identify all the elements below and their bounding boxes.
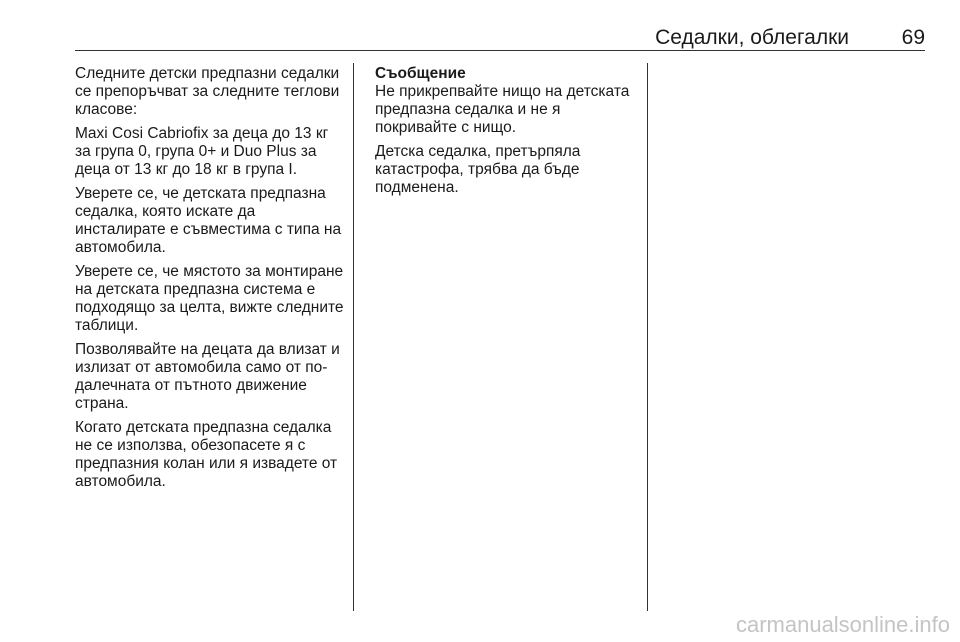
page-header (75, 24, 925, 50)
message-title: Съобщение (375, 65, 466, 82)
header-rule (75, 50, 925, 51)
paragraph-mounting-location: Уверете се, че мястото за монтиране на детската предпазна система е подходящо за целта, вижте следните таблици. (75, 263, 344, 334)
column-divider-left (353, 63, 354, 611)
watermark: carmanualsonline.info (735, 612, 950, 637)
page-number: 69 (901, 26, 925, 49)
left-column (75, 65, 347, 497)
section-title: Седалки, облегалки (655, 26, 849, 49)
message-column (375, 65, 641, 203)
column-divider-right (647, 63, 648, 611)
paragraph-recommended-seats: Следните детски предпазни седалки се препоръчват за следните теглови класове: (75, 65, 340, 118)
paragraph-unused-seat: Когато детската предпазна седалка не се използва, обезопасете я с предпазния колан или я извадете от автомобила. (75, 419, 338, 490)
message-paragraph-no-attachments: Не прикрепвайте нищо на детската предпазна седалка и не я покривайте с нищо. (375, 83, 630, 136)
paragraph-entry-exit: Позволявайте на децата да влизат и излизат от автомобила само от по-далечната от пътното движение страна. (75, 341, 340, 412)
message-paragraph-replace-after-accident: Детска седалка, претърпяла катастрофа, трябва да бъде подменена. (375, 143, 581, 196)
paragraph-compatibility: Уверете се, че детската предпазна седалка, която искате да инсталирате е съвместима с типа на автомобила. (75, 185, 342, 256)
paragraph-maxi-cosi: Maxi Cosi Cabriofix за деца до 13 кг за група 0, група 0+ и Duo Plus за деца от 13 кг до 18 кг в група I. (75, 125, 329, 178)
